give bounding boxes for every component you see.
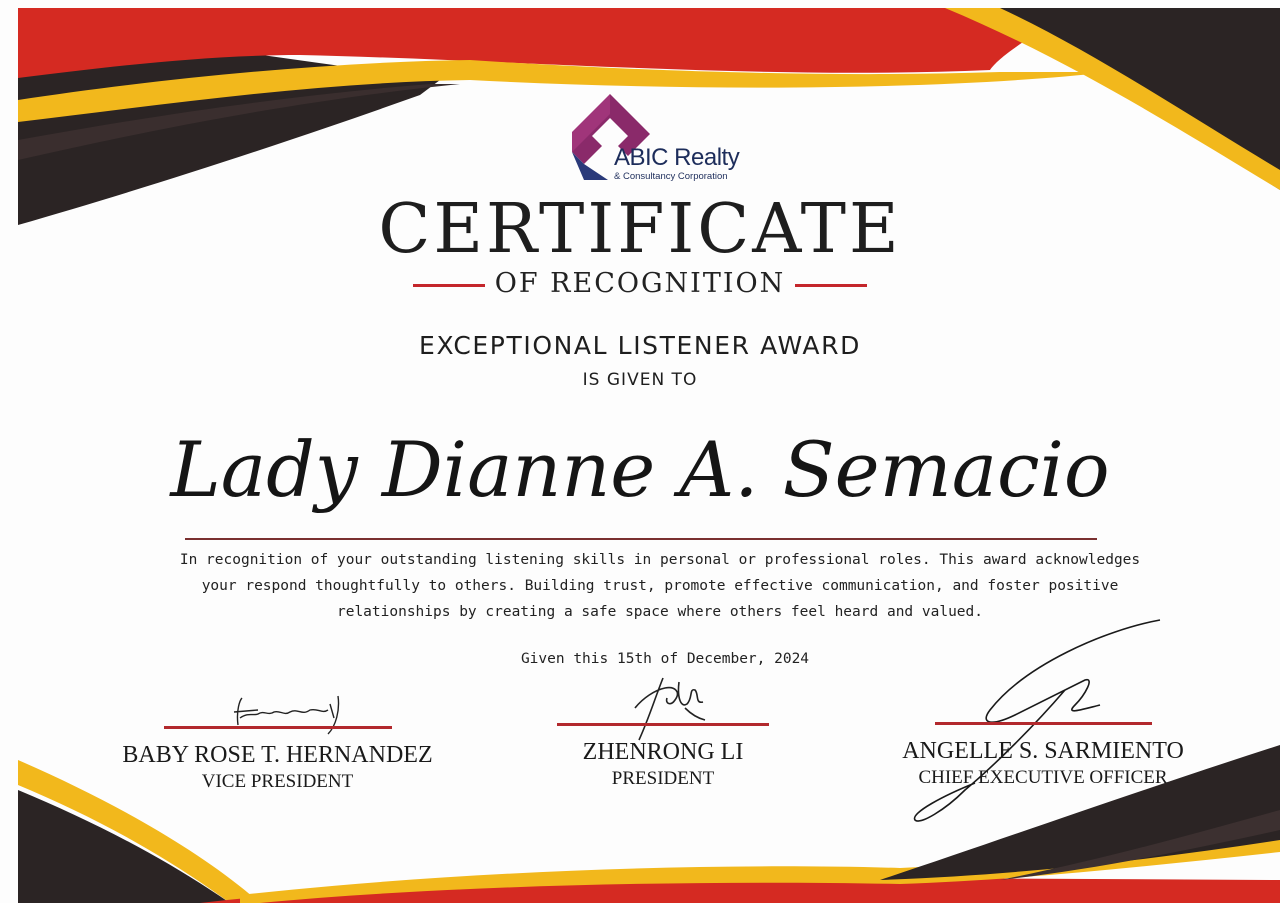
signature-line [164, 726, 392, 729]
recipient-underline [185, 538, 1097, 540]
subtitle-left-rule [413, 284, 485, 287]
signatory-president [540, 723, 786, 788]
bottom-left-dark-band [18, 790, 230, 903]
certificate-subtitle-row [0, 270, 1280, 297]
subtitle-right-rule [795, 284, 867, 287]
signatory-title: VICE PRESIDENT [201, 771, 354, 792]
logo-company-name: ABIC Realty [614, 144, 740, 171]
logo-company-subtitle: & Consultancy Corporation [614, 171, 728, 182]
signatory-title: CHIEF EXECUTIVE OFFICER [918, 767, 1168, 788]
signatory-title: PRESIDENT [611, 768, 715, 789]
signatory-name: BABY ROSE T. HERNANDEZ [122, 742, 433, 768]
signatory-name: ANGELLE S. SARMIENTO [902, 738, 1184, 764]
certificate-title: CERTIFICATE [378, 190, 902, 269]
given-date: Given this 15th of December, 2024 [520, 651, 810, 667]
signatory-name: ZHENRONG LI [582, 739, 744, 765]
signature-line [935, 722, 1152, 725]
company-logo [572, 92, 762, 187]
recipient-name: Lady Dianne A. Semacio [170, 425, 1110, 514]
award-name: EXCEPTIONAL LISTENER AWARD [419, 331, 861, 360]
certificate-subtitle: OF RECOGNITION [494, 268, 786, 299]
signatory-vice-president [100, 726, 455, 791]
given-to-label: IS GIVEN TO [582, 370, 698, 390]
citation-text: In recognition of your outstanding listening skills in personal or professional roles. This award acknowledges your respond thoughtfully to others. Building trust, promote effective communication, and foster positive relationships by creating a safe space where others feel heard and valued. [179, 552, 1141, 620]
signature-line [557, 723, 769, 726]
signatory-ceo [890, 722, 1196, 787]
